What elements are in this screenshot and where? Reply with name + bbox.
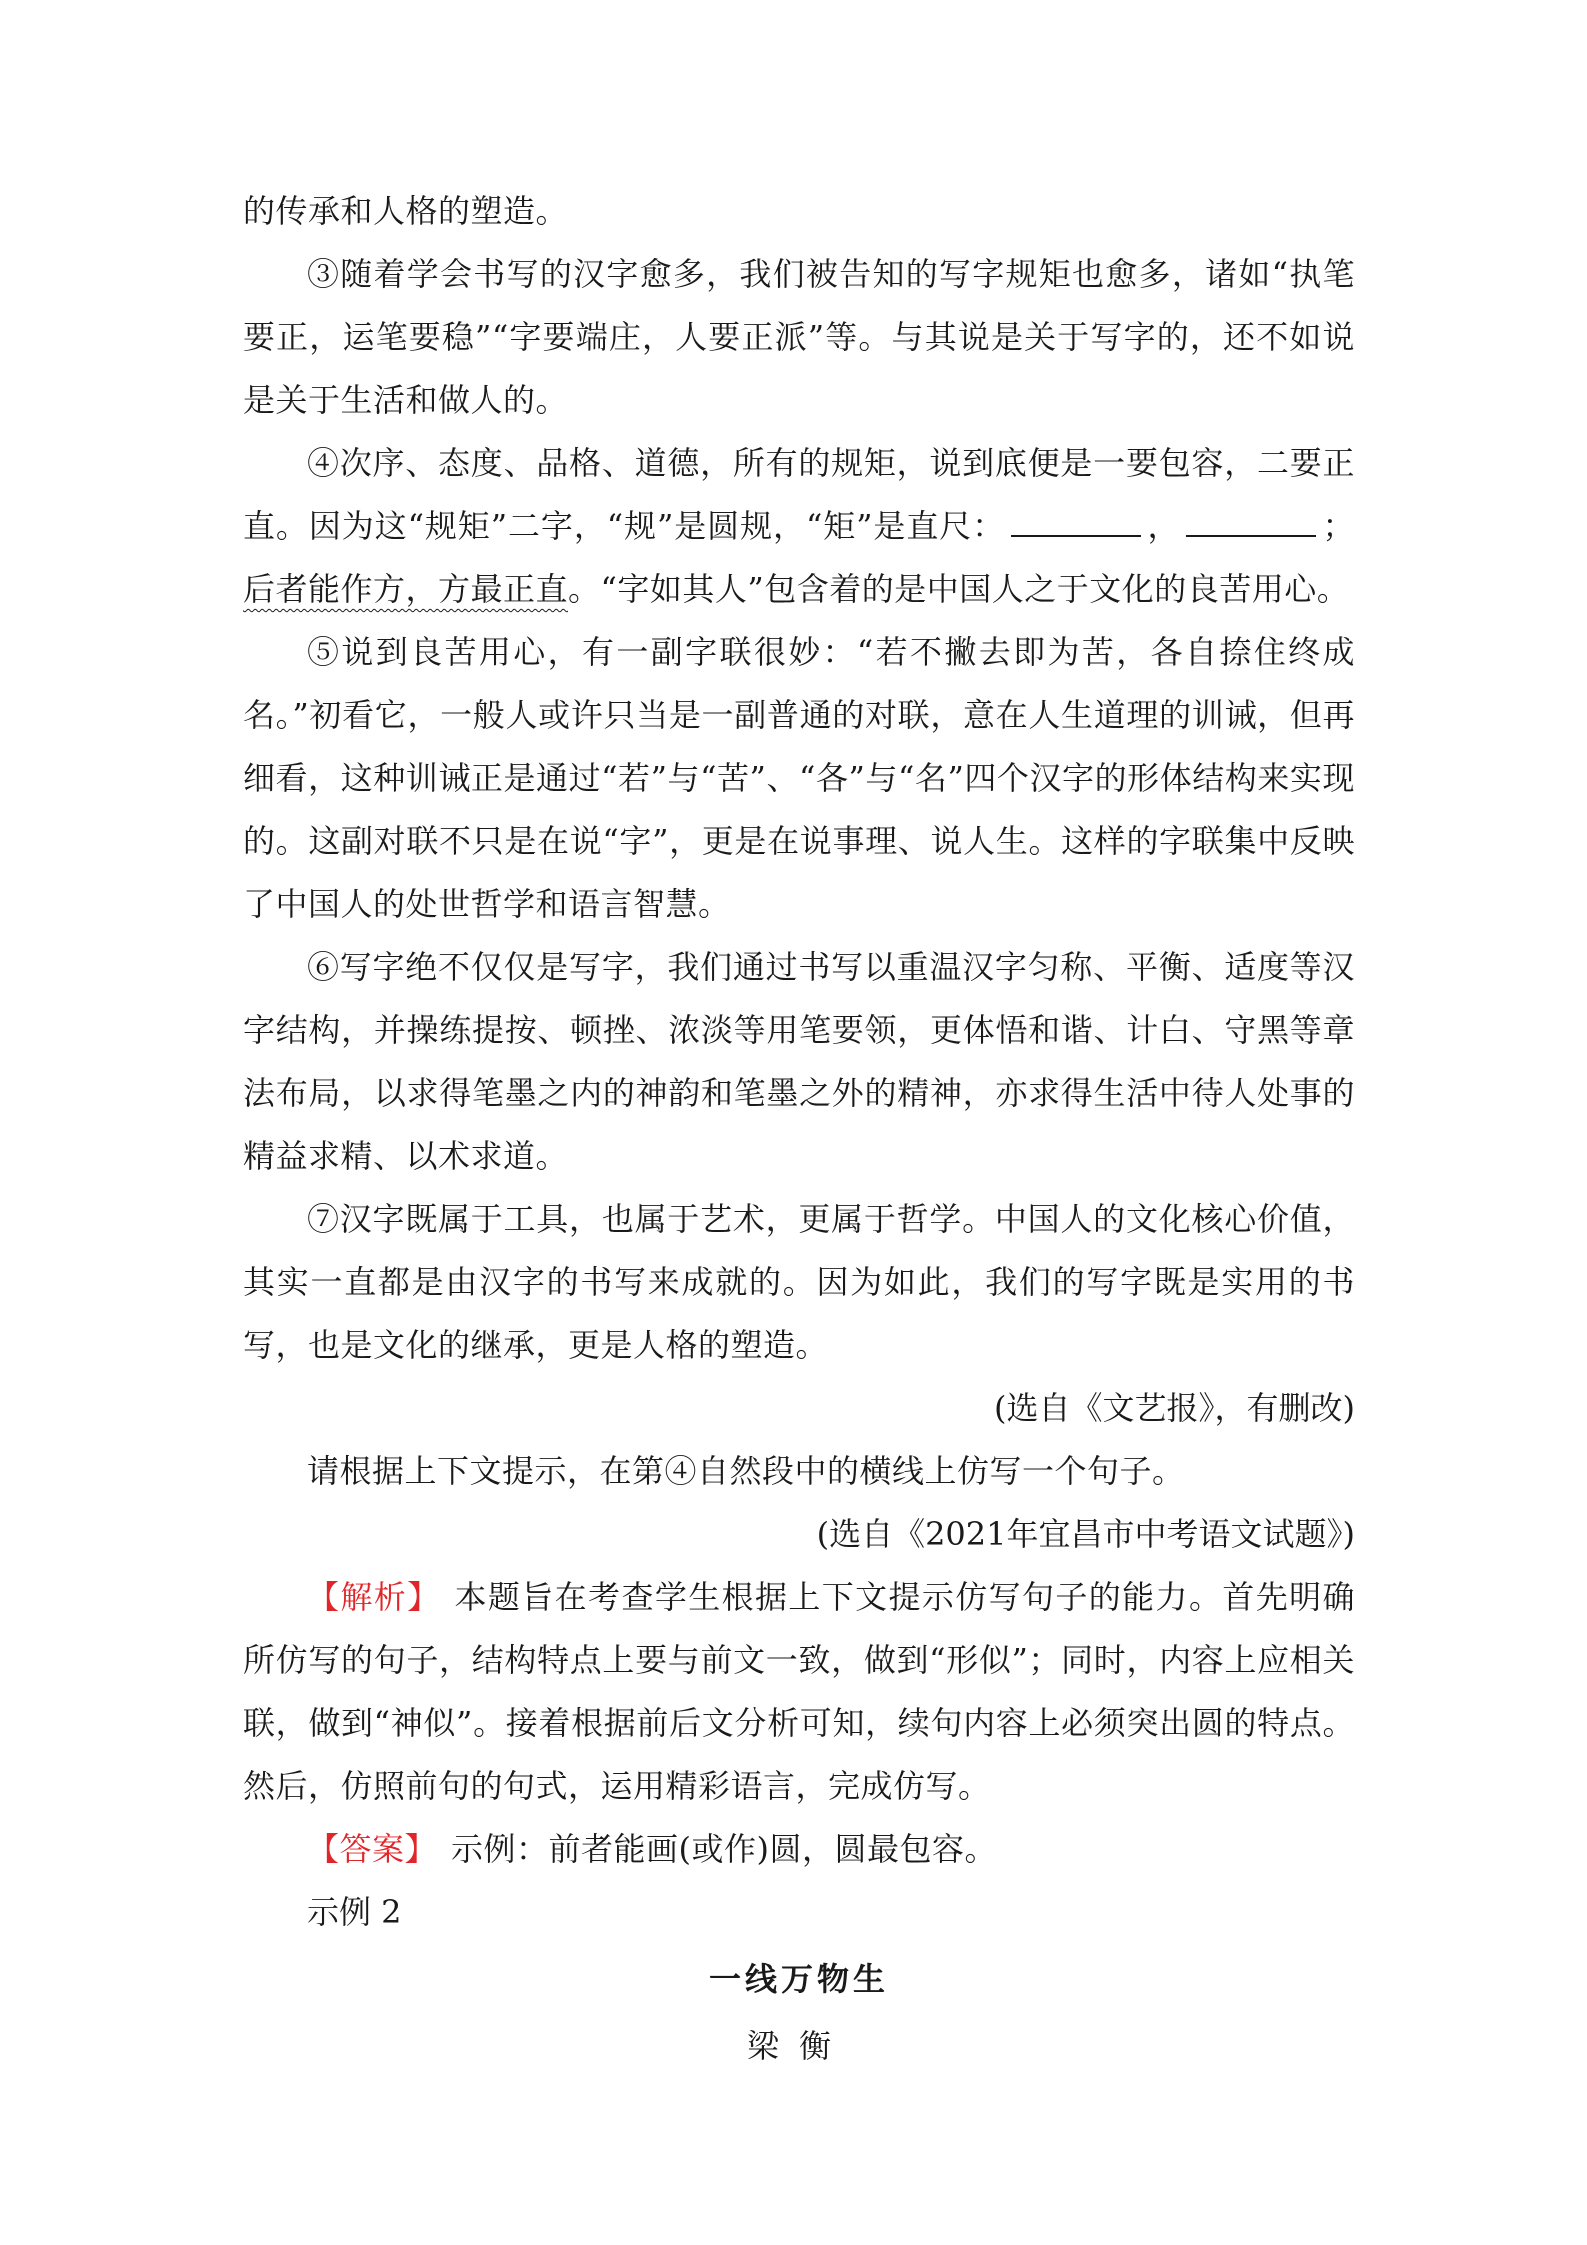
fill-blank-2[interactable] bbox=[1186, 505, 1316, 537]
paragraph-4-wavy-underlined: 后者能作方，方最正直 bbox=[243, 570, 569, 608]
paragraph-4-comma: ， bbox=[1147, 507, 1181, 545]
paragraph-3: ③随着学会书写的汉字愈多，我们被告知的写字规矩也愈多，诸如“执笔要正，运笔要稳”“字要端庄，人要正派”等。与其说是关于写字的，还不如说是关于生活和做人的。 bbox=[243, 255, 1355, 419]
analysis-label: 【解析】 bbox=[307, 1578, 441, 1616]
answer-text: 示例：前者能画(或作)圆，圆最包容。 bbox=[451, 1830, 997, 1868]
article-author: 梁衡 bbox=[746, 2027, 851, 2065]
analysis-paragraph bbox=[243, 1566, 1355, 1818]
passage-continuation: 的传承和人格的塑造。 bbox=[243, 192, 569, 230]
paragraph-4 bbox=[243, 432, 1355, 621]
answer-paragraph bbox=[243, 1818, 1355, 1881]
paragraph-4-text-after: 。“字如其人”包含着的是中国人之于文化的良苦用心。 bbox=[568, 570, 1350, 608]
example-2-label: 示例 2 bbox=[307, 1893, 402, 1931]
passage-source: (选自《文艺报》，有删改) bbox=[994, 1389, 1355, 1427]
paragraph-4-text-before: ④次序、态度、品格、道德，所有的规矩，说到底便是一要包容，二要正直。因为这“规矩”二字，“规”是圆规，“矩”是直尺： bbox=[243, 444, 1355, 545]
document-page bbox=[243, 180, 1355, 2078]
paragraph-6: ⑥写字绝不仅仅是写字，我们通过书写以重温汉字匀称、平衡、适度等汉字结构，并操练提按、顿挫、浓淡等用笔要领，更体悟和谐、计白、守黑等章法布局，以求得笔墨之内的神韵和笔墨之外的精神，亦求得生活中待人处事的精益求精、以术求道。 bbox=[243, 948, 1355, 1175]
question-text: 请根据上下文提示，在第④自然段中的横线上仿写一个句子。 bbox=[307, 1452, 1185, 1490]
paragraph-5: ⑤说到良苦用心，有一副字联很妙：“若不撇去即为苦，各自捺住终成名。”初看它，一般人或许只当是一副普通的对联，意在人生道理的训诫，但再细看，这种训诫正是通过“若”与“苦”、“各”与“名”四个汉字的形体结构来实现的。这副对联不只是在说“字”，更是在说事理、说人生。这样的字联集中反映了中国人的处世哲学和语言智慧。 bbox=[243, 633, 1355, 923]
fill-blank-1[interactable] bbox=[1011, 505, 1141, 537]
analysis-text: 本题旨在考查学生根据上下文提示仿写句子的能力。首先明确所仿写的句子，结构特点上要与前文一致，做到“形似”；同时，内容上应相关联，做到“神似”。接着根据前后文分析可知，续句内容上必须突出圆的特点。然后，仿照前句的句式，运用精彩语言，完成仿写。 bbox=[243, 1578, 1355, 1805]
paragraph-4-semicolon: ； bbox=[1322, 507, 1355, 545]
article-title: 一线万物生 bbox=[708, 1960, 889, 1998]
paragraph-7: ⑦汉字既属于工具，也属于艺术，更属于哲学。中国人的文化核心价值，其实一直都是由汉字的书写来成就的。因为如此，我们的写字既是实用的书写，也是文化的继承，更是人格的塑造。 bbox=[243, 1200, 1355, 1364]
answer-label: 【答案】 bbox=[307, 1830, 438, 1868]
question-source: (选自《2021年宜昌市中考语文试题》) bbox=[816, 1515, 1355, 1553]
